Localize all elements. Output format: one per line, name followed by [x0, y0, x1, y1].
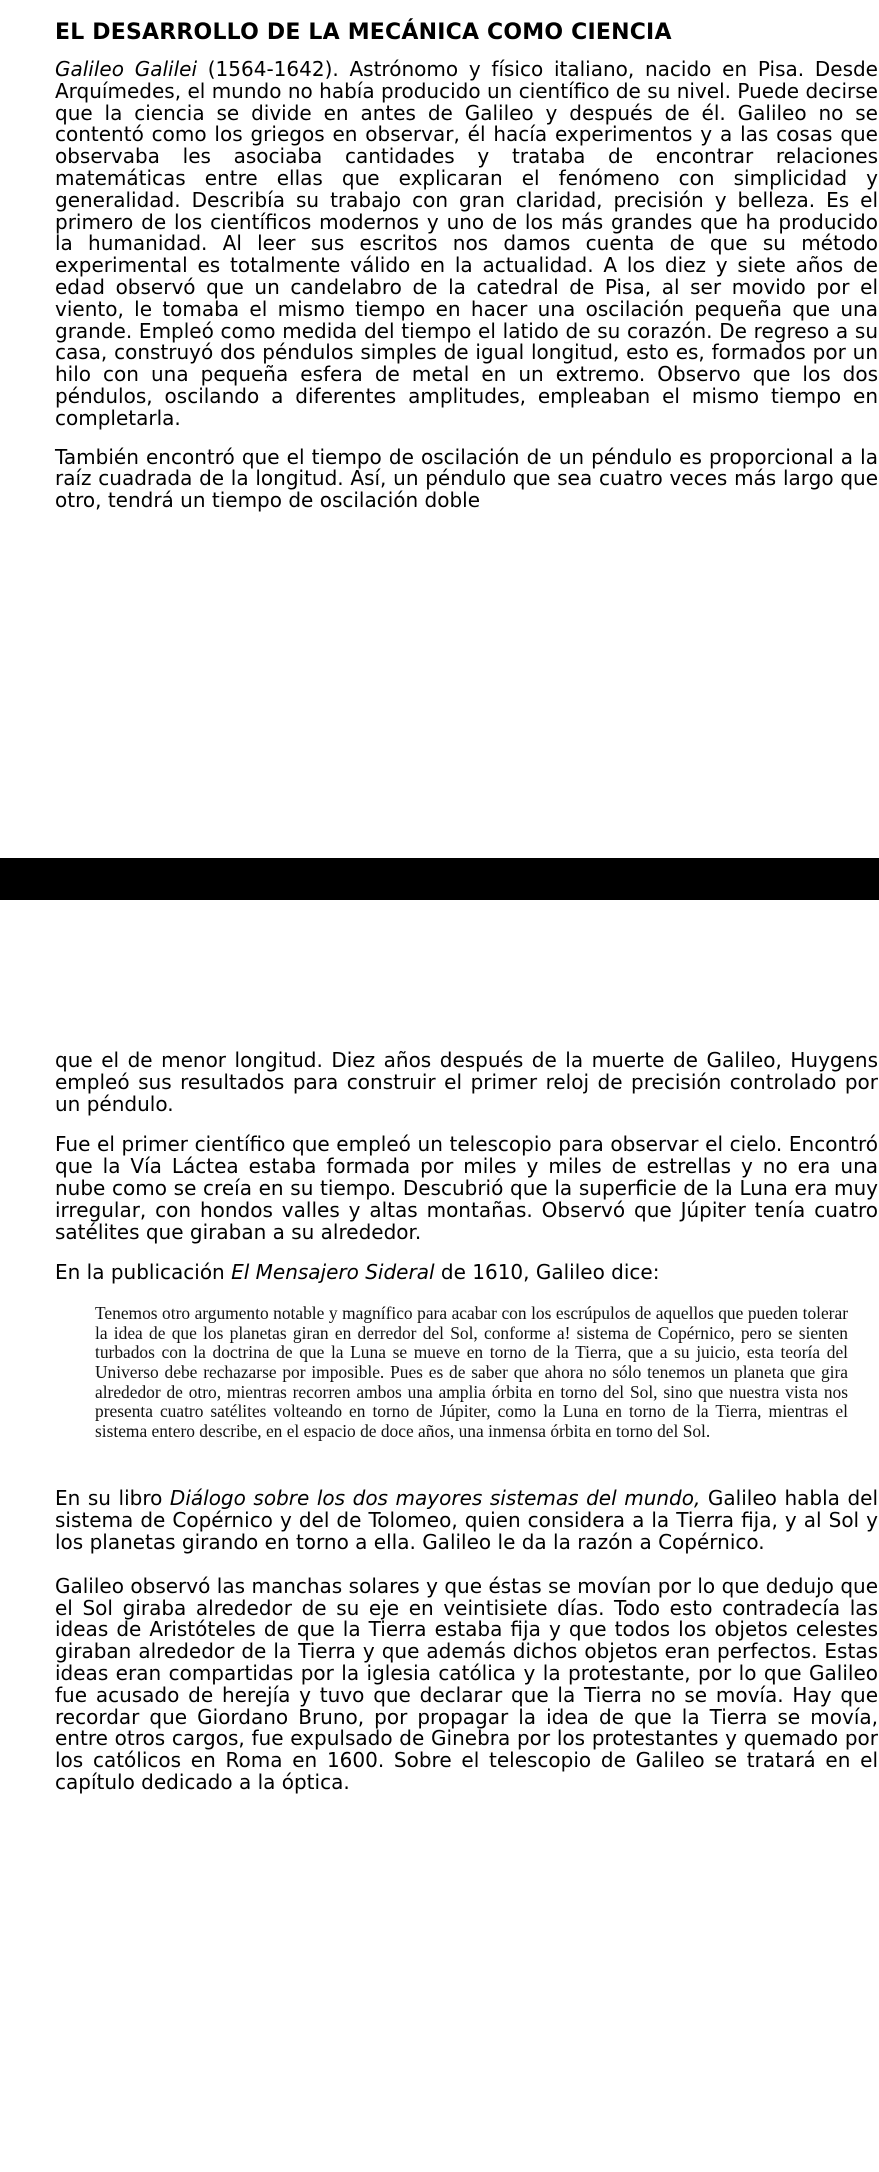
page-divider: [0, 858, 879, 900]
dialogo-paragraph: [55, 1488, 878, 1553]
galileo-name: Galileo Galilei: [55, 57, 197, 81]
telescope-paragraph: Fue el primer científico que empleó un telescopio para observar el cielo. Encontró que la Vía Láctea estaba formada por miles y miles de estrellas y no era una nube como se creía en su tiempo. Descubrió que la superficie de la Luna era muy irregular, con hondos valles y altas montañas. Observó que Júpiter tenía cuatro satélites que giraban a su alrededor.: [55, 1132, 878, 1244]
publication-pre: En la publicación: [55, 1260, 232, 1285]
intro-text: (1564-1642). Astrónomo y físico italiano, nacido en Pisa. Desde Arquímedes, el mundo no había producido un científico de su nivel. Puede decirse que la ciencia se divide en antes de Galileo y después de él. Galileo no se contentó como los griegos en observar, él hacía experimentos y a las cosas que observaba les asociaba cantidades y trataba de encontrar relaciones matemáticas entre ellas que explicaran el fenómeno con simplicidad y generalidad. Describía su trabajo con gran claridad, precisión y belleza. Es el primero de los científicos modernos y uno de los más grandes que ha producido la humanidad. Al leer sus escritos nos damos cuenta de que su método experimental es totalmente válido en la actualidad. A los diez y siete años de edad observó que un candelabro de la catedral de Pisa, al ser movido por el viento, le tomaba el mismo tiempo en hacer una oscilación pequeña que una grande. Empleó como medida del tiempo el latido de su corazón. De regreso a su casa, construyó dos péndulos simples de igual longitud, esto es, formados por un hilo con una pequeña esfera de metal en un extremo. Observo que los dos péndulos, oscilando a diferentes amplitudes, empleaban el mismo tiempo en completarla.: [55, 57, 878, 430]
dialogo-pre: En su libro: [55, 1486, 170, 1511]
sunspots-paragraph: Galileo observó las manchas solares y que éstas se movían por lo que dedujo que el Sol giraba alrededor de su eje en veintisiete días. Todo esto contradecía las ideas de Aristóteles de que la Tierra estaba fija y que todos los objetos celestes giraban alrededor de la Tierra y que además dichos objetos eran perfectos. Estas ideas eran compartidas por la iglesia católica y la protestante, por lo que Galileo fue acusado de herejía y tuvo que declarar que la Tierra no se movía. Hay que recordar que Giordano Bruno, por propagar la idea de que la Tierra se movía, entre otros cargos, fue expulsado de Ginebra por los protestantes y quemado por los católicos en Roma en 1600. Sobre el telescopio de Galileo se tratará en el capítulo dedicado a la óptica.: [55, 1573, 878, 1794]
pendulum-paragraph: También encontró que el tiempo de oscilación de un péndulo es proporcional a la raíz cuadrada de la longitud. Así, un péndulo que sea cuatro veces más largo que otro, tendrá un tiempo de oscilación doble: [55, 444, 878, 513]
book-title-mensajero: El Mensajero Sideral: [231, 1260, 435, 1285]
publication-paragraph: [55, 1262, 878, 1284]
book-title-dialogo: Diálogo sobre los dos mayores sistemas del mundo,: [169, 1486, 701, 1511]
block-quote: Tenemos otro argumento notable y magnífico para acabar con los escrúpulos de aquellos que pueden tolerar la idea de que los planetas giran en derredor del Sol, conforme a! sistema de Copérnico, pero se sienten turbados con la doctrina de que la Luna se mueve en torno de la Tierra, que a su juicio, esta teoría del Universo debe rechazarse por imposible. Pues es de saber que ahora no sólo tenemos un planeta que gira alrededor de otro, mientras recorren ambos una amplia órbita en torno del Sol, sino que nuestra vista nos presenta cuatro satélites volteando en torno de Júpiter, como la Luna en torno de la Tierra, mientras el sistema entero describe, en el espacio de doce años, una inmensa órbita en torno del Sol.: [95, 1303, 848, 1441]
huygens-paragraph: que el de menor longitud. Diez años después de la muerte de Galileo, Huygens empleó sus resultados para construir el primer reloj de precisión controlado por un péndulo.: [55, 1048, 878, 1116]
publication-post: de 1610, Galileo dice:: [434, 1260, 660, 1285]
page-one: [55, 20, 878, 512]
dialogo-post: Galileo habla del sistema de Copérnico y del de Tolomeo, quien considera a la Tierra fija, y al Sol y los planetas girando en torno a ella. Galileo le da la razón a Copérnico.: [55, 1486, 878, 1554]
intro-paragraph: [55, 59, 878, 430]
page-two: [55, 1050, 878, 1794]
page-title: EL DESARROLLO DE LA MECÁNICA COMO CIENCIA: [55, 20, 672, 45]
